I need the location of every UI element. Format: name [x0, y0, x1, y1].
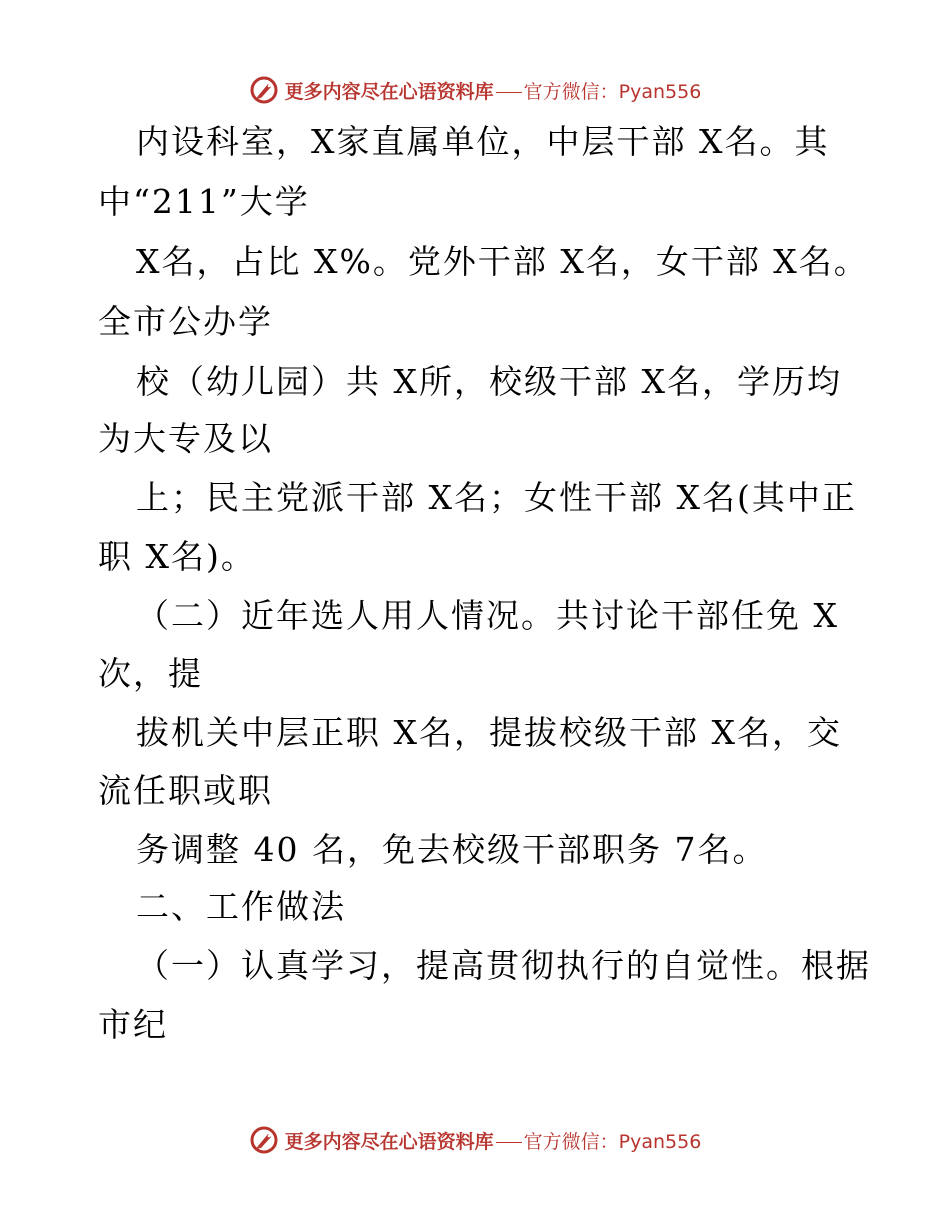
banner-text [285, 1127, 702, 1154]
body-line: 职 X名)。 [98, 537, 256, 576]
header-banner [0, 70, 950, 110]
section-heading: 二、工作做法 [136, 887, 346, 926]
body-line: 中“211”大学 [98, 182, 310, 221]
body-line: 上；民主党派干部 X名；女性干部 X名(其中正 [136, 478, 857, 517]
body-line: 内设科室，X家直属单位，中层干部 X名。其 [136, 122, 830, 161]
footer-banner [0, 1120, 950, 1160]
banner-text [285, 77, 702, 104]
pen-nib-circle-icon [249, 75, 279, 105]
body-line: 校（幼儿园）共 X所，校级干部 X名，学历均 [136, 362, 842, 401]
body-line: （一）认真学习，提高贯彻执行的自觉性。根据 [136, 946, 871, 985]
body-line: 次，提 [98, 654, 203, 693]
banner-sub-text: 官方微信：Pyan556 [523, 80, 702, 103]
banner-sub-text: 官方微信：Pyan556 [523, 1130, 702, 1153]
body-line: 市纪 [98, 1005, 168, 1044]
body-line: 流任职或职 [98, 771, 273, 810]
body-line: X名，占比 X%。党外干部 X名，女干部 X名。 [136, 242, 869, 281]
banner-main-text: 更多内容尽在心语资料库 [284, 1130, 494, 1153]
body-line: 务调整 40 名，免去校级干部职务 7名。 [136, 830, 768, 869]
body-line: （二）近年选人用人情况。共讨论干部任免 X [136, 596, 839, 635]
body-line: 为大专及以 [98, 419, 273, 458]
pen-nib-circle-icon [249, 1125, 279, 1155]
body-line: 拔机关中层正职 X名，提拔校级干部 X名，交 [136, 713, 842, 752]
banner-main-text: 更多内容尽在心语资料库 [284, 80, 494, 103]
body-line: 全市公办学 [98, 302, 273, 341]
